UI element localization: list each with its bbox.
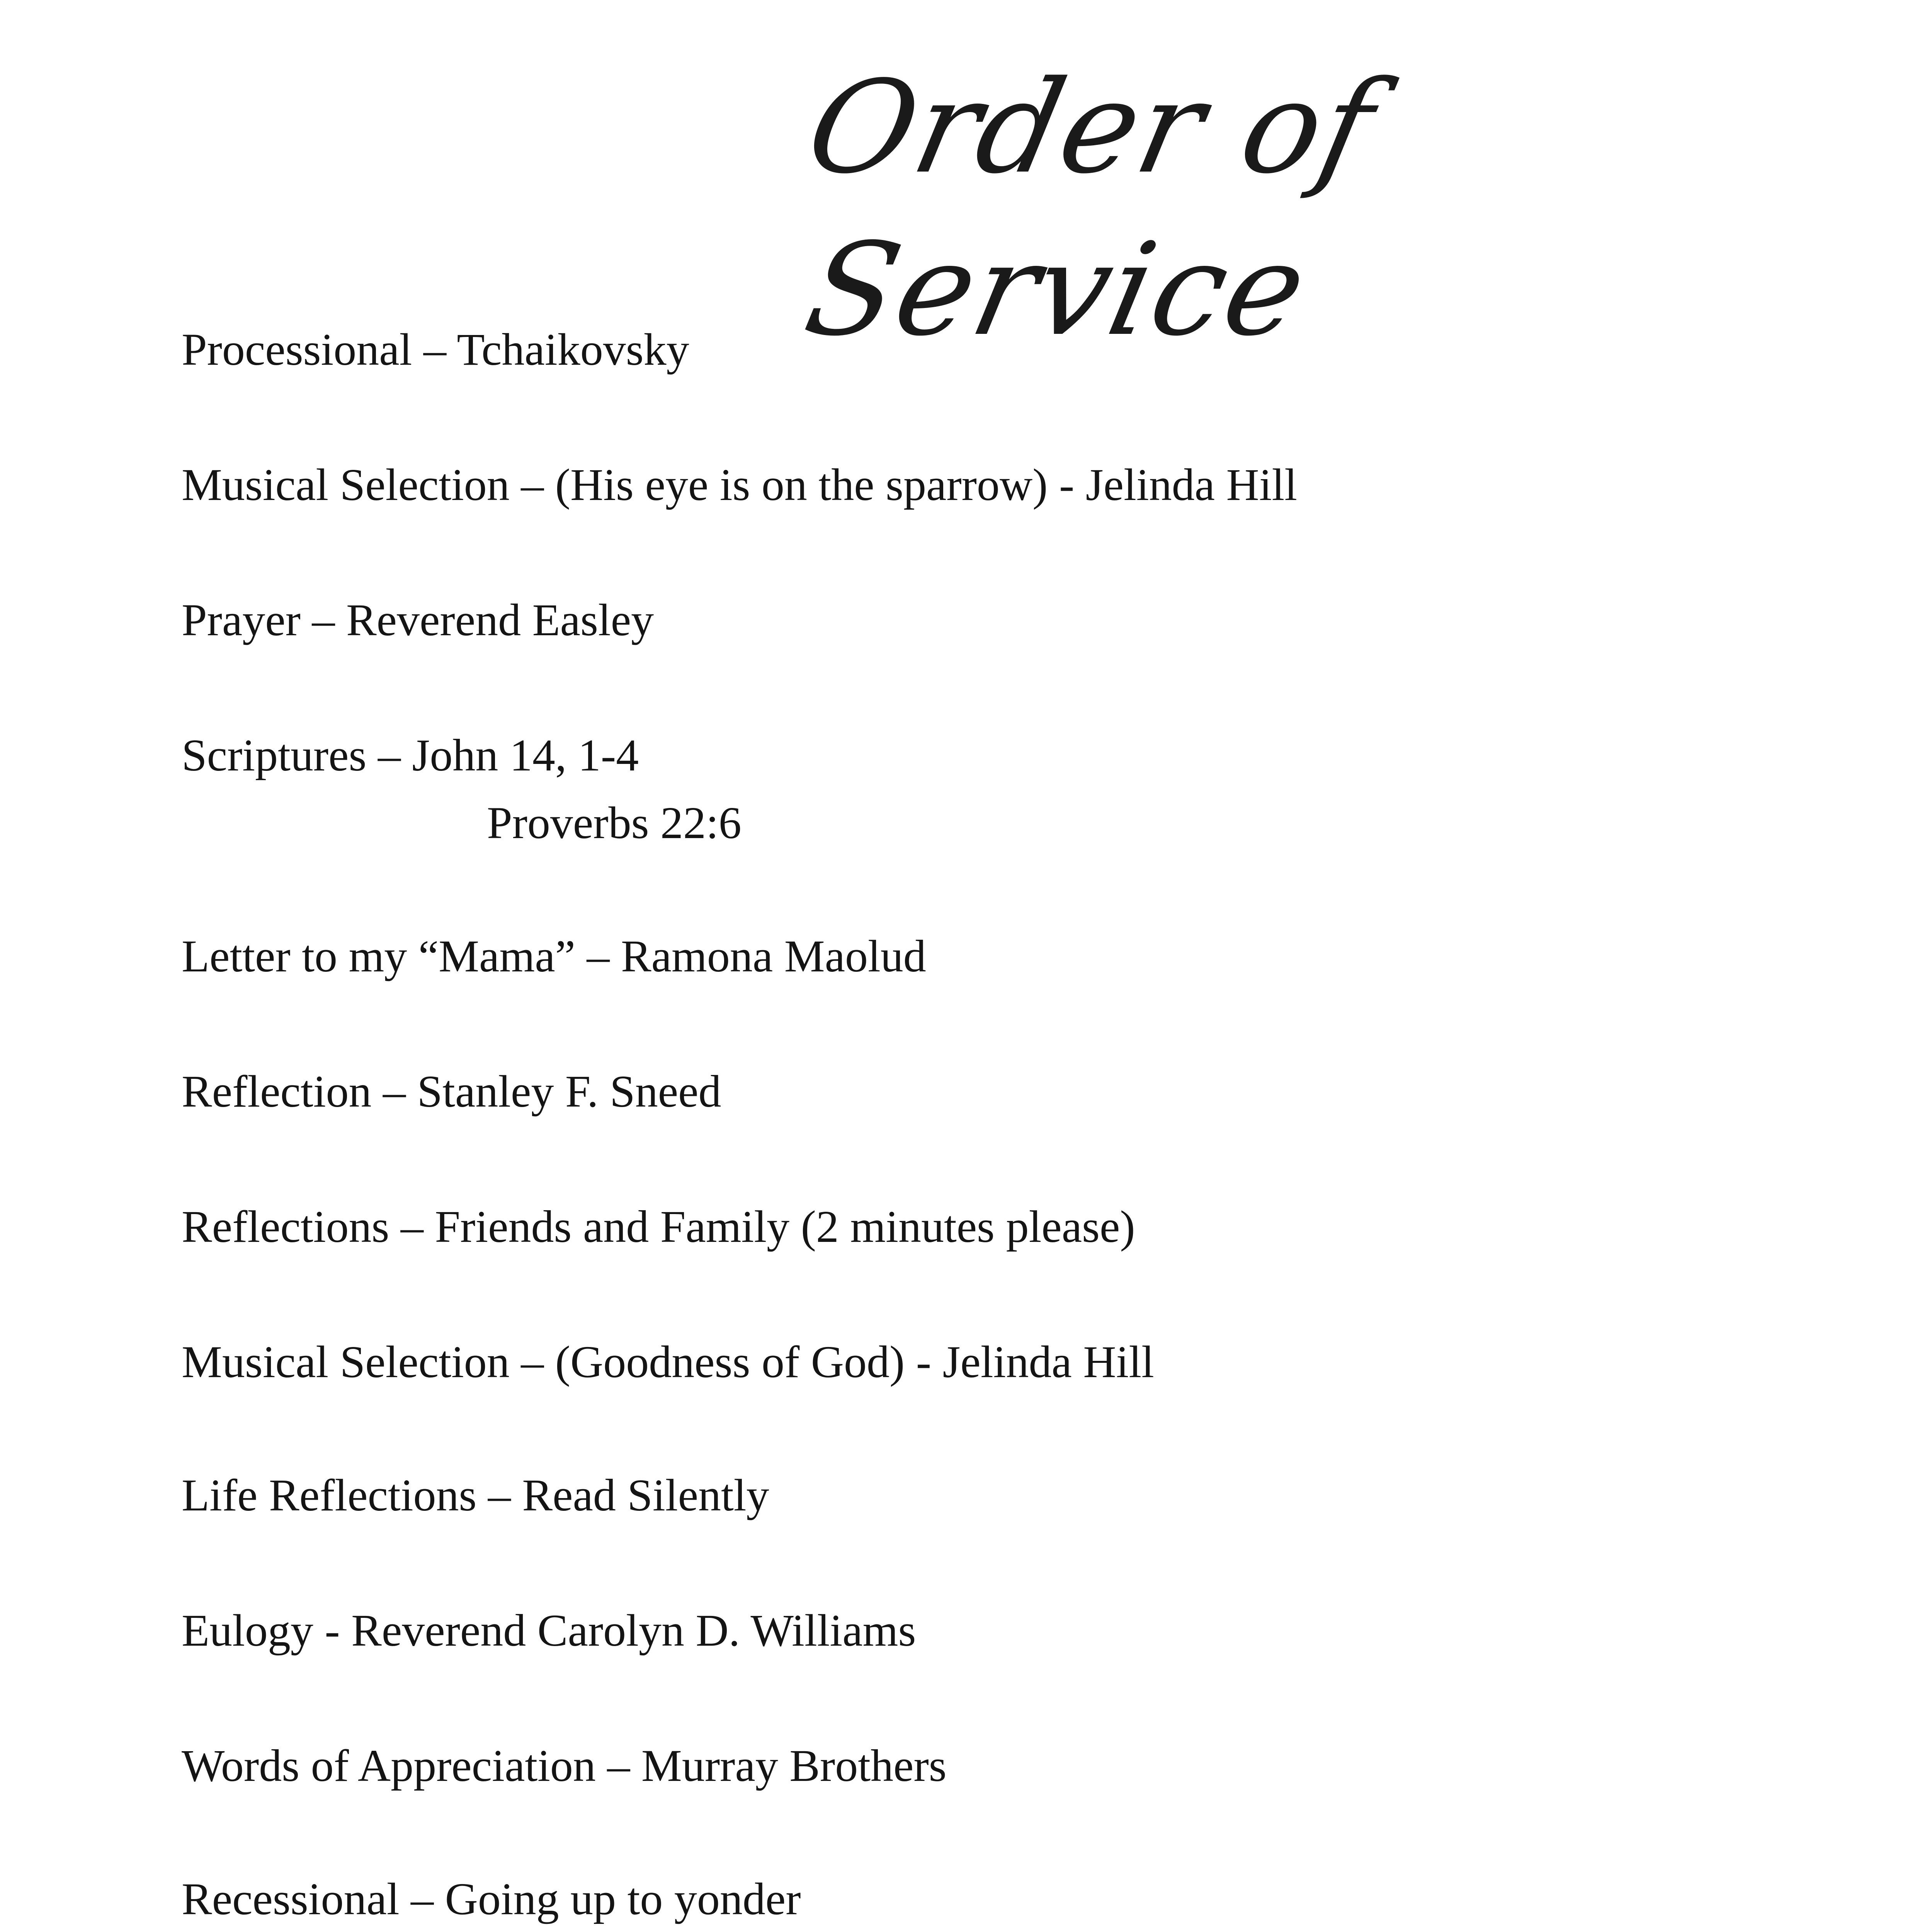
program-item-scriptures: Scriptures – John 14, 1-4 [182,730,639,781]
program-item-life-reflections: Life Reflections – Read Silently [182,1470,769,1520]
program-item-prayer: Prayer – Reverend Easley [182,595,654,645]
page-title: Order of Service [794,53,1388,364]
program-item-musical-selection-1: Musical Selection – (His eye is on the sparrow) - Jelinda Hill [182,459,1298,510]
program-item-processional: Processional – Tchaikovsky [182,324,689,375]
program-item-letter: Letter to my “Mama” – Ramona Maolud [182,931,926,981]
program-item-words-of-appreciation: Words of Appreciation – Murray Brothers [182,1740,947,1791]
program-item-scriptures-subline: Proverbs 22:6 [487,798,742,848]
program-item-musical-selection-2: Musical Selection – (Goodness of God) - Jelinda Hill [182,1337,1154,1387]
program-item-eulogy: Eulogy - Reverend Carolyn D. Williams [182,1605,916,1656]
program-item-reflection: Reflection – Stanley F. Sneed [182,1066,721,1117]
program-item-reflections: Reflections – Friends and Family (2 minutes please) [182,1201,1135,1252]
program-item-recessional: Recessional – Going up to yonder [182,1874,801,1924]
